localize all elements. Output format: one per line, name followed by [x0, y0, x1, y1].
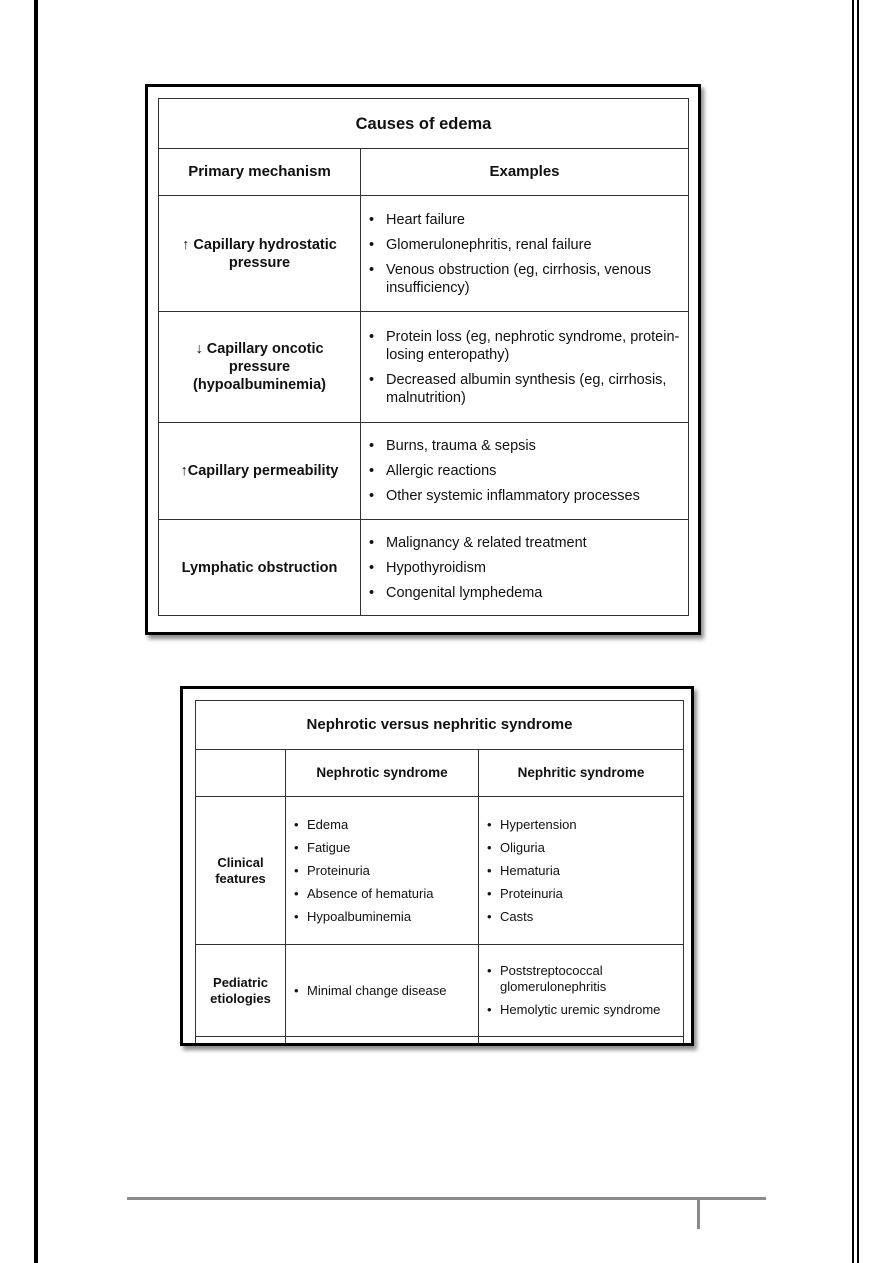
list-item: • Protein loss (eg, nephrotic syndrome, protein-losing enteropathy): [369, 328, 682, 364]
header-nephrotic: Nephrotic syndrome: [286, 750, 479, 797]
table-row: [196, 945, 684, 1037]
list-item: • Hypothyroidism: [369, 559, 682, 577]
row-label: Pediatric etiologies: [196, 945, 286, 1037]
nephritic-cell: [479, 945, 684, 1037]
mechanism-cell: ↑ Capillary hydrostatic pressure: [159, 196, 361, 312]
edema-table-figure: [145, 84, 701, 635]
list-item: • Oliguria: [487, 840, 677, 856]
nephrotic-table: [195, 700, 684, 1045]
edema-table: [158, 98, 689, 616]
header-mechanism: Primary mechanism: [159, 149, 361, 196]
list-item: • Malignancy & related treatment: [369, 534, 682, 552]
list-item: • Burns, trauma & sepsis: [369, 437, 682, 455]
list-item: • Congenital lymphedema: [369, 584, 682, 602]
table-row-cut: [196, 1037, 684, 1045]
page-border-right: [852, 0, 859, 1263]
table-row: [159, 520, 689, 616]
list-item: • Hematuria: [487, 863, 677, 879]
nephritic-cell: [479, 797, 684, 945]
list-item: • Poststreptococcal glomerulonephritis: [487, 963, 677, 995]
header-examples: Examples: [361, 149, 689, 196]
nephrotic-table-figure: [180, 686, 694, 1046]
list-item: • Proteinuria: [487, 886, 677, 902]
mechanism-cell: ↓ Capillary oncotic pressure (hypoalbuminemia): [159, 312, 361, 423]
examples-cell: [361, 520, 689, 616]
list-item: • Hemolytic uremic syndrome: [487, 1002, 677, 1018]
footer-rule: [127, 1197, 766, 1200]
nephrotic-cell: [286, 797, 479, 945]
page-border-left: [34, 0, 38, 1263]
header-nephritic: Nephritic syndrome: [479, 750, 684, 797]
list-item: • Edema: [294, 817, 472, 833]
table-row: [159, 312, 689, 423]
list-item: • Proteinuria: [294, 863, 472, 879]
list-item: • Decreased albumin synthesis (eg, cirrhosis, malnutrition): [369, 371, 682, 407]
list-item: • Heart failure: [369, 211, 682, 229]
mechanism-cell: Lymphatic obstruction: [159, 520, 361, 616]
mechanism-cell: ↑Capillary permeability: [159, 423, 361, 520]
list-item: • Glomerulonephritis, renal failure: [369, 236, 682, 254]
nephrotic-table-title: Nephrotic versus nephritic syndrome: [196, 701, 684, 750]
list-item: • Hypoalbuminemia: [294, 909, 472, 925]
table-row: [159, 423, 689, 520]
list-item: • Fatigue: [294, 840, 472, 856]
list-item: • Allergic reactions: [369, 462, 682, 480]
list-item: • Casts: [487, 909, 677, 925]
examples-cell: [361, 423, 689, 520]
table-row: [159, 196, 689, 312]
list-item: • Minimal change disease: [294, 983, 472, 999]
row-label: Clinical features: [196, 797, 286, 945]
edema-table-title: Causes of edema: [159, 99, 689, 149]
list-item: • Venous obstruction (eg, cirrhosis, venous insufficiency): [369, 261, 682, 297]
examples-cell: [361, 196, 689, 312]
header-empty: [196, 750, 286, 797]
list-item: • Absence of hematuria: [294, 886, 472, 902]
footer-tick: [697, 1199, 700, 1229]
table-row: [196, 797, 684, 945]
examples-cell: [361, 312, 689, 423]
nephrotic-cell: [286, 945, 479, 1037]
list-item: • Hypertension: [487, 817, 677, 833]
list-item: • Other systemic inflammatory processes: [369, 487, 682, 505]
